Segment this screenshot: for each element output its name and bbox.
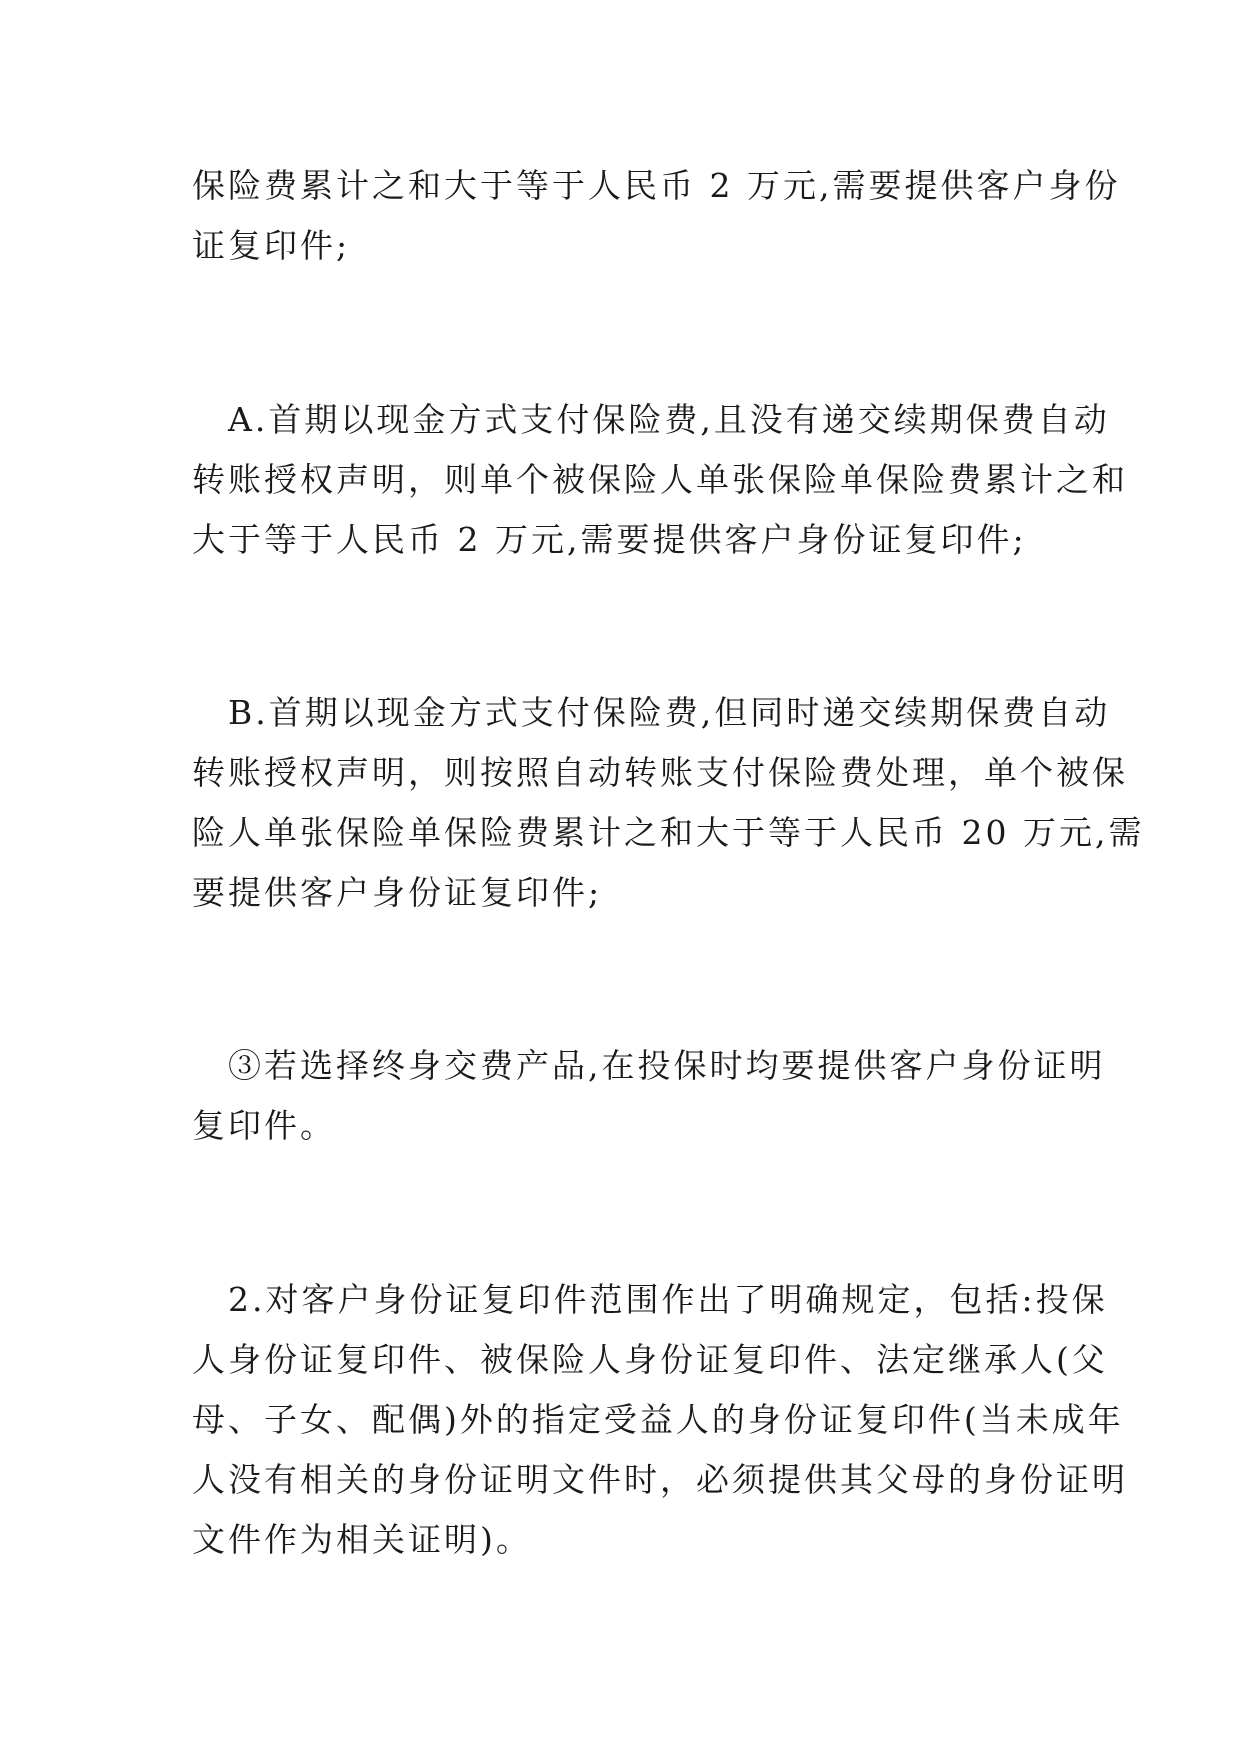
paragraph-item-2 xyxy=(192,1270,1128,1570)
paragraph-line: 文件作为相关证明)。 xyxy=(192,1520,532,1559)
paragraph-line: 母、子女、配偶)外的指定受益人的身份证复印件(当未成年 xyxy=(192,1400,1124,1439)
paragraph-line: B.首期以现金方式支付保险费,但同时递交续期保费自动 xyxy=(228,693,1111,732)
paragraph-item-3 xyxy=(192,1036,1106,1156)
paragraph-line: 转账授权声明，则单个被保险人单张保险单保险费累计之和 xyxy=(192,460,1128,499)
paragraph-line: 转账授权声明，则按照自动转账支付保险费处理，单个被保 xyxy=(192,753,1128,792)
paragraph-line: A.首期以现金方式支付保险费,且没有递交续期保费自动 xyxy=(228,400,1110,439)
paragraph-line: 险人单张保险单保险费累计之和大于等于人民币 20 万元,需 xyxy=(192,813,1145,852)
paragraph-premium-threshold-continuation xyxy=(192,156,1121,276)
paragraph-item-a xyxy=(192,390,1128,570)
paragraph-item-b xyxy=(192,683,1145,923)
paragraph-line: 2.对客户身份证复印件范围作出了明确规定，包括:投保 xyxy=(228,1280,1108,1319)
paragraph-line: 证复印件; xyxy=(192,226,351,265)
paragraph-line: 大于等于人民币 2 万元,需要提供客户身份证复印件; xyxy=(192,520,1027,559)
paragraph-line: 要提供客户身份证复印件; xyxy=(192,873,603,912)
paragraph-line: 复印件。 xyxy=(192,1106,336,1145)
paragraph-line: 保险费累计之和大于等于人民币 2 万元,需要提供客户身份 xyxy=(192,166,1121,205)
paragraph-line: 人身份证复印件、被保险人身份证复印件、法定继承人(父 xyxy=(192,1340,1108,1379)
paragraph-line: 人没有相关的身份证明文件时，必须提供其父母的身份证明 xyxy=(192,1460,1128,1499)
paragraph-line: ③若选择终身交费产品,在投保时均要提供客户身份证明 xyxy=(228,1046,1106,1085)
